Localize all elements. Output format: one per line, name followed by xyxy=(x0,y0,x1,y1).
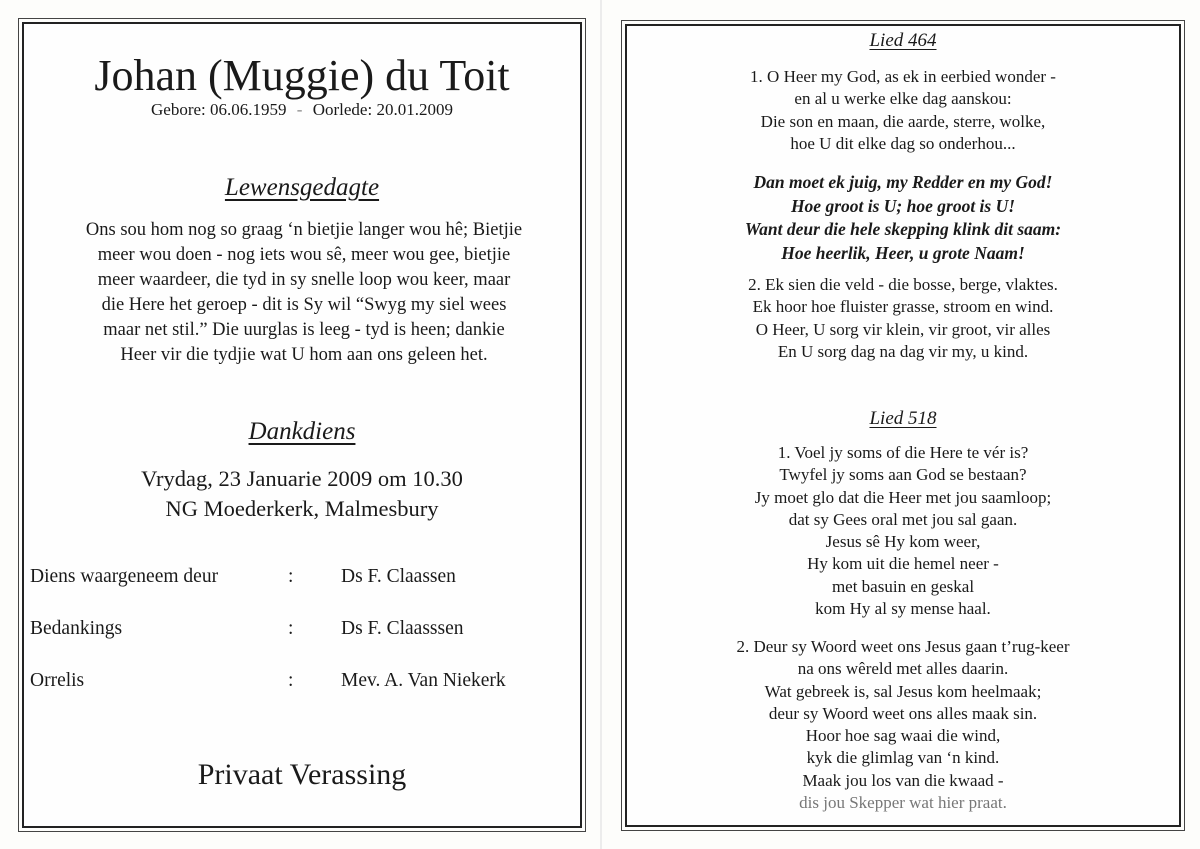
verse-line: O Heer, U sorg vir klein, vir groot, vir alles xyxy=(755,319,1051,339)
service-heading: Dankdiens xyxy=(248,418,356,445)
chorus-line: Hoe heerlik, Heer, u grote Naam! xyxy=(781,242,1025,263)
verse-line: kyk die glimlag van ‘n kind. xyxy=(806,748,1000,768)
chorus-line: Hoe groot is U; hoe groot is U! xyxy=(790,195,1016,216)
chorus-line: Want deur die hele skepping klink dit saam: xyxy=(744,219,1062,239)
date-separator: - xyxy=(296,100,303,119)
role-label: Bedankings xyxy=(30,618,123,639)
page-fold xyxy=(600,0,602,849)
verse-line: 1. Voel jy soms of die Here te vér is? xyxy=(777,443,1029,462)
hymn-title: Lied 464 xyxy=(869,30,937,51)
hymn-verse xyxy=(627,442,1179,620)
hymn-verse xyxy=(627,636,1179,814)
life-dates xyxy=(24,100,580,120)
verse-line: 1. O Heer my God, as ek in eerbied wonder - xyxy=(750,67,1056,86)
verse-line: 2. Ek sien die veld - die bosse, berge, vlaktes. xyxy=(748,275,1058,294)
verse-line: Jy moet glo dat die Heer met jou saamloop; xyxy=(754,487,1052,507)
reflection-line: meer wou doen - nog iets wou sê, meer wou gee, bietjie xyxy=(97,245,511,265)
verse-line: dis jou Skepper wat hier praat. xyxy=(799,793,1007,813)
reflection-line: Ons sou hom nog so graag ‘n bietjie langer wou hê; Bietjie xyxy=(85,220,523,240)
chorus-line: Dan moet ek juig, my Redder en my God! xyxy=(753,172,1053,192)
hymns-right-panel xyxy=(625,24,1181,827)
role-person: Ds F. Claassen xyxy=(341,566,456,587)
verse-line: Wat gebreek is, sal Jesus kom heelmaak; xyxy=(764,681,1042,701)
verse-line: dat sy Gees oral met jou sal gaan. xyxy=(788,509,1018,529)
verse-line: En U sorg dag na dag vir my, u kind. xyxy=(777,341,1029,361)
verse-line: Maak jou los van die kwaad - xyxy=(802,770,1004,790)
reflection-heading: Lewensgedagte xyxy=(224,174,380,201)
death-date: Oorlede: 20.01.2009 xyxy=(312,100,453,119)
reflection-line: maar net stil.” Die uurglas is leeg - tyd is heen; dankie xyxy=(103,320,505,340)
verse-line: Die son en maan, die aarde, sterre, wolke, xyxy=(760,111,1046,131)
hymn-verse xyxy=(627,274,1179,363)
hymn-chorus xyxy=(627,171,1179,265)
reflection-line: die Here het geroep - dit is Sy wil “Swyg my siel wees xyxy=(101,295,507,315)
hymn-verse xyxy=(627,66,1179,155)
verse-line: Twyfel jy soms aan God se bestaan? xyxy=(779,465,1027,485)
reflection-text xyxy=(54,218,554,368)
service-roles xyxy=(30,566,570,722)
verse-line: kom Hy al sy mense haal. xyxy=(815,599,991,619)
memorial-left-panel xyxy=(22,22,582,828)
role-label: Diens waargeneem deur xyxy=(30,566,219,587)
deceased-name: Johan (Muggie) du Toit xyxy=(94,51,510,100)
verse-line: Hoor hoe sag waai die wind, xyxy=(805,726,1001,746)
role-person: Ds F. Claasssen xyxy=(341,618,464,639)
role-row xyxy=(30,566,570,618)
role-row xyxy=(30,670,570,722)
birth-date: Gebore: 06.06.1959 xyxy=(151,100,287,119)
burial-note: Privaat Verassing xyxy=(197,758,407,791)
service-venue: NG Moederkerk, Malmesbury xyxy=(165,496,439,521)
verse-line: hoe U dit elke dag so onderhou... xyxy=(790,133,1016,153)
role-colon: : xyxy=(288,566,294,587)
role-colon: : xyxy=(288,618,294,639)
verse-line: en al u werke elke dag aanskou: xyxy=(794,89,1012,109)
verse-line: 2. Deur sy Woord weet ons Jesus gaan t’rug-keer xyxy=(736,637,1070,656)
verse-line: Ek hoor hoe fluister grasse, stroom en wind. xyxy=(752,297,1054,317)
role-colon: : xyxy=(288,670,294,691)
role-person: Mev. A. Van Niekerk xyxy=(341,670,506,691)
hymn-title: Lied 518 xyxy=(869,408,937,429)
verse-line: na ons wêreld met alles daarin. xyxy=(797,659,1009,679)
verse-line: met basuin en geskal xyxy=(831,576,975,596)
verse-line: Hy kom uit die hemel neer - xyxy=(807,554,999,574)
reflection-line: Heer vir die tydjie wat U hom aan ons geleen het. xyxy=(120,345,488,365)
role-label: Orrelis xyxy=(30,670,85,691)
verse-line: deur sy Woord weet ons alles maak sin. xyxy=(768,703,1038,723)
reflection-line: meer waardeer, die tyd in sy snelle loop wou keer, maar xyxy=(97,270,511,290)
role-row xyxy=(30,618,570,670)
verse-line: Jesus sê Hy kom weer, xyxy=(825,532,981,552)
service-date: Vrydag, 23 Januarie 2009 om 10.30 xyxy=(141,466,463,491)
